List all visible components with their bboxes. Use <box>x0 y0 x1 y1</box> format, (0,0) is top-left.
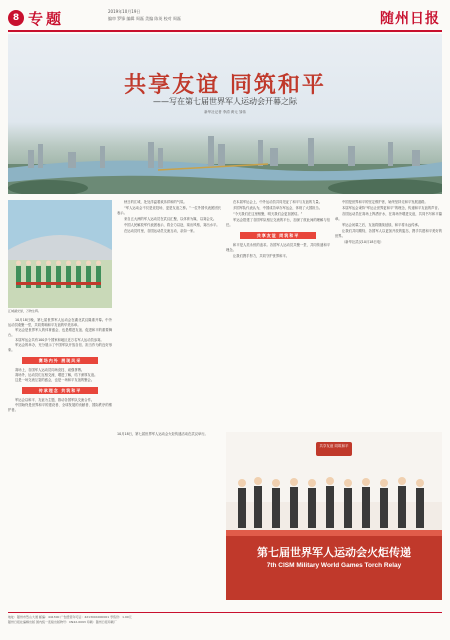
city-skyline-illustration <box>8 124 442 194</box>
hero-banner <box>8 34 442 194</box>
relay-banner-subtitle: 7th CISM Military World Games Torch Relay <box>266 562 402 569</box>
paragraph: 10月18日晚，第七届世界军人运动会在湖北武汉隆重开幕。中外运动员欢聚一堂，共同奏响和平友谊的华美乐章。 <box>8 318 112 327</box>
byline: 新华社记者 李清 黄元 邹伟 <box>204 110 246 114</box>
paragraph: 来自五大洲的军人运动员在武汉汇聚，以体育为媒，以赛会友。 <box>124 217 217 221</box>
page-header <box>8 8 442 30</box>
performers-illustration <box>8 200 112 308</box>
editor-credits: 编审 罗锋 编辑 周磊 美编 陈英 校对 周磊 <box>108 16 181 21</box>
paragraph: 和平是人类永恒的追求。各国军人运动员共聚一堂，共同传递和平理念。 <box>226 243 330 252</box>
paragraph: 让我们共同期待，各国军人以更加开放的姿态，携手共建和平美好的世界。 <box>335 229 442 238</box>
paragraph: （新华社武汉10月18日电） <box>342 240 384 244</box>
paragraph: 军运会以和平、友谊为主题，推动各国军队交流合作。 <box>15 398 95 402</box>
photo-caption: 江城湖光绿，万物生辉。 <box>8 309 42 313</box>
torch-relay-illustration <box>226 432 442 600</box>
header-divider <box>8 30 442 32</box>
paragraph: 让我们携手努力，共同守护世界和平。 <box>233 254 290 258</box>
paragraph: 多国军队代表认为，中国成功举办军运会，体现了大国担当。 <box>233 206 323 210</box>
paragraph: 军运会的举办，充分展示了中国军队开放自信、担当作为的良好形象。 <box>8 343 112 352</box>
paragraph: 赛场外，运动员们互相交流、增进了解，结下深厚友谊。 <box>15 373 98 377</box>
paragraph: 各国运动员在赛场上挥洒汗水，在赛场外增进友谊，共同书写和平篇章。 <box>335 212 442 221</box>
relay-slogan: 共享友谊 同筑和平 <box>319 444 349 448</box>
section-subhead: 共享友谊 同筑和平 <box>240 232 316 239</box>
paragraph: 中国是世界和平的坚定维护者，始终坚持走和平发展道路。 <box>342 200 428 204</box>
paragraph: 这是一场交流互鉴的盛会，也是一场和平友谊的聚会。 <box>15 378 95 382</box>
section-subhead: 赛场内外 展现风采 <box>22 357 98 364</box>
subheadline: ——写在第七届世界军人运动会开幕之际 <box>153 97 297 106</box>
newspaper-logo: 随州日报 <box>380 11 440 27</box>
paragraph: 军运会是世界军人的体育盛会，也是增进友谊、促进和平的重要舞台。 <box>8 328 112 337</box>
paragraph: 中国始终是世界和平的建设者、全球发展的贡献者、国际秩序的维护者。 <box>8 403 112 412</box>
page-footer <box>8 612 442 634</box>
headline: 共享友谊 同筑和平 <box>124 72 326 98</box>
torch-relay-photo <box>226 432 442 600</box>
paragraph: 赛场上，各国军人运动员同场竞技、顽强拼搏。 <box>15 368 85 372</box>
paragraph: 军运会闭幕之后，友谊将继续延续，和平将永远传承。 <box>342 223 422 227</box>
relay-banner-title: 第七届世界军人运动会火炬传递 <box>257 546 411 559</box>
paragraph: 秋日的江城，处处洋溢着欢乐祥和的气氛。 <box>124 200 187 204</box>
paragraph: 在运动员村里，各国运动员交流互动，亲如一家。 <box>124 229 197 233</box>
paragraph: 军运会搭建了各国军队相互交流的平台，加深了彼此间的理解与信任。 <box>226 218 330 227</box>
paragraph: 中国人民解放军代表团表示，将全力以赴，赛出风格，赛出水平。 <box>124 223 220 227</box>
section-title: 专题 <box>28 10 65 28</box>
paragraph: “今天我们在这里相聚，明天我们会更加团结。” <box>233 212 303 216</box>
article-column-2 <box>117 200 221 430</box>
footer-line: 地址：随州市烈山大道 邮编：441300 广告经营许可证：4213004000001 零售价：1.00元 <box>8 615 132 619</box>
footer-line: 随州日报社编辑出版 国内统一连续出版物号：CN42-0093 印刷：随州日报印刷厂 <box>8 620 117 624</box>
section-subhead: 传承理念 共筑和平 <box>22 387 98 394</box>
paragraph: 在本届军运会上，中外运动员共同见证了和平与友谊的力量。 <box>233 200 323 204</box>
torch-relay-text: 10月18日，第七届世界军人运动会火炬传递活动在武汉举行。 <box>117 432 208 436</box>
paragraph: 本届军运会共有100多个国家和地区近万名军人运动员参赛。 <box>15 338 104 342</box>
paragraph: 本届军运会秉持“军运让世界更和平”的理念，传递和平友谊的声音。 <box>342 206 442 210</box>
article-column-3 <box>226 200 330 430</box>
paragraph: “军人运动会不仅是竞技场，更是友谊之桥。”一位外国代表团团长表示。 <box>117 206 221 215</box>
page-number-badge: 8 <box>8 10 24 26</box>
ceremony-photo <box>8 200 112 308</box>
article-column-1 <box>8 318 112 630</box>
issue-date: 2019年10月19日 <box>108 9 141 14</box>
